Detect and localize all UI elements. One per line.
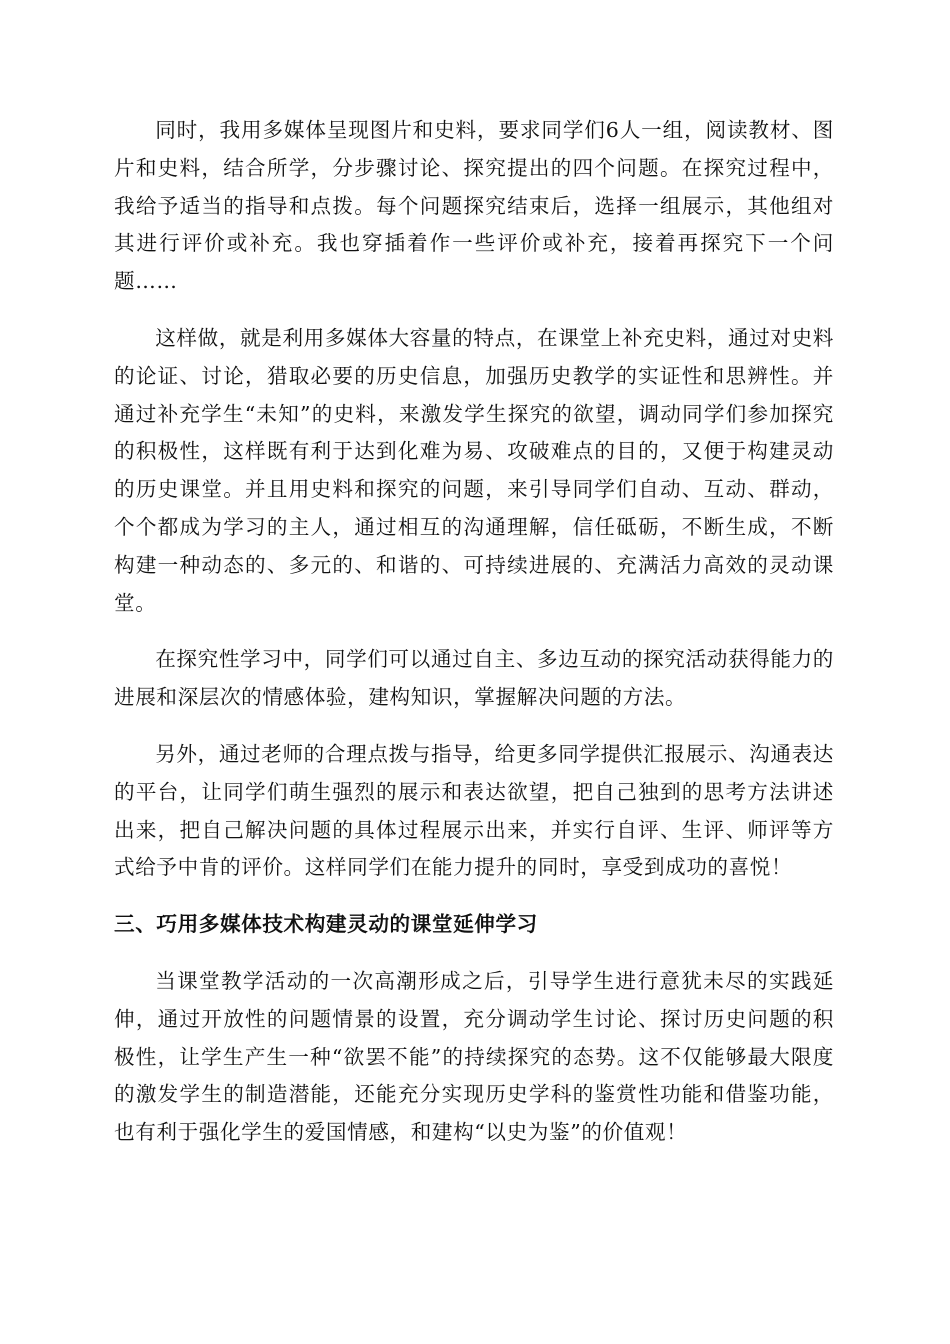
paragraph: 在探究性学习中，同学们可以通过自主、多边互动的探究活动获得能力的进展和深层次的情感体验，建构知识，掌握解决问题的方法。 [114,647,834,710]
paragraph-spacer [114,944,834,963]
paragraph-spacer [114,717,834,736]
section-paragraph: 当课堂教学活动的一次高潮形成之后，引导学生进行意犹未尽的实践延伸，通过开放性的问题情景的设置，充分调动学生讨论、探讨历史问题的积极性，让学生产生一种“欲罢不能”的持续探究的态势。这不仅能够最大限度的激发学生的制造潜能，还能充分实现历史学科的鉴赏性功能和借鉴功能，也有利于强化学生的爱国情感，和建构“以史为鉴”的价值观！ [114,968,834,1145]
paragraph-spacer [114,301,834,320]
paragraph: 同时，我用多媒体呈现图片和史料，要求同学们6人一组，阅读教材、图片和史料，结合所学，分步骤讨论、探究提出的四个问题。在探究过程中，我给予适当的指导和点拨。每个问题探究结束后，选择一组展示，其他组对其进行评价或补充。我也穿插着作一些评价或补充，接着再探究下一个问题…… [114,118,834,294]
paragraph-spacer [114,622,834,641]
paragraph-spacer [114,887,834,906]
document-page [114,112,834,1152]
paragraph: 另外，通过老师的合理点拨与指导，给更多同学提供汇报展示、沟通表达的平台，让同学们萌生强烈的展示和表达欲望，把自己独到的思考方法讲述出来，把自己解决问题的具体过程展示出来，并实行自评、生评、师评等方式给予中肯的评价。这样同学们在能力提升的同时，享受到成功的喜悦！ [114,741,834,880]
paragraph: 这样做，就是利用多媒体大容量的特点，在课堂上补充史料，通过对史料的论证、讨论，猎取必要的历史信息，加强历史教学的实证性和思辨性。并通过补充学生“未知”的史料，来激发学生探究的欲望，调动同学们参加探究的积极性，这样既有利于达到化难为易、攻破难点的目的，又便于构建灵动的历史课堂。并且用史料和探究的问题，来引导同学们自动、互动、群动，个个都成为学习的主人，通过相互的沟通理解，信任砥砺，不断生成，不断构建一种动态的、多元的、和谐的、可持续进展的、充满活力高效的灵动课堂。 [114,325,834,615]
section-heading: 三、巧用多媒体技术构建灵动的课堂延伸学习 [114,912,538,937]
